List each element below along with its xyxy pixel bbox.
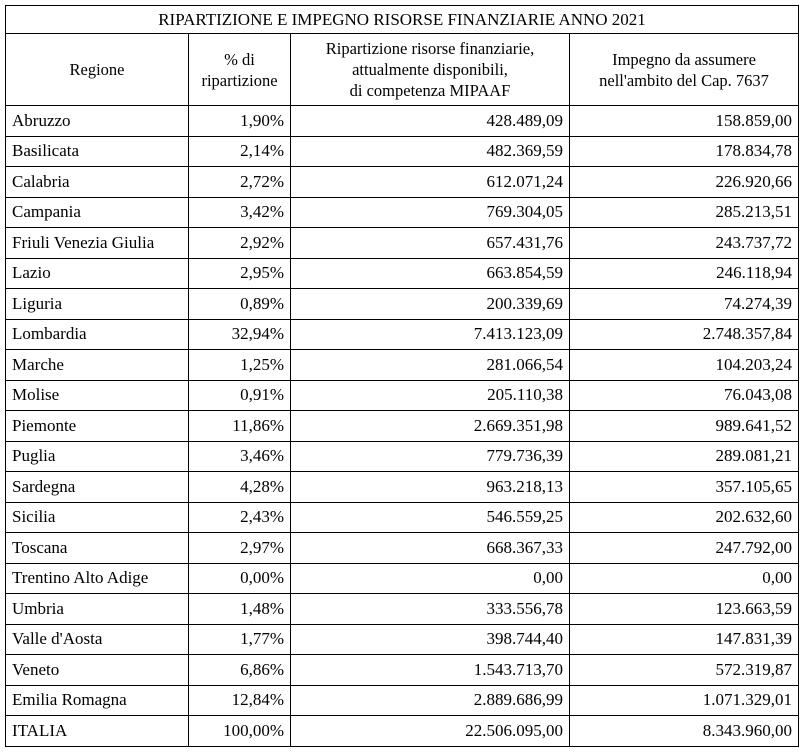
cell-ripartizione: 663.854,59 (291, 258, 570, 289)
table-row (6, 350, 799, 381)
table-title: RIPARTIZIONE E IMPEGNO RISORSE FINANZIARIE ANNO 2021 (6, 6, 799, 34)
cell-ripartizione: 333.556,78 (291, 594, 570, 625)
cell-percentuale: 12,84% (189, 685, 291, 716)
cell-impegno: 2.748.357,84 (570, 319, 799, 350)
table-row (6, 441, 799, 472)
header-ripartizione-line-1: Ripartizione risorse finanziarie, (325, 39, 535, 58)
table-row (6, 197, 799, 228)
cell-ripartizione: 2.669.351,98 (291, 411, 570, 442)
table-row (6, 228, 799, 259)
cell-percentuale: 1,90% (189, 106, 291, 137)
cell-percentuale: 100,00% (189, 716, 291, 747)
table-row (6, 472, 799, 503)
cell-ripartizione: 22.506.095,00 (291, 716, 570, 747)
cell-impegno: 178.834,78 (570, 136, 799, 167)
cell-impegno: 289.081,21 (570, 441, 799, 472)
cell-regione: Puglia (6, 441, 189, 472)
table-body (6, 106, 799, 747)
cell-impegno: 1.071.329,01 (570, 685, 799, 716)
cell-impegno: 246.118,94 (570, 258, 799, 289)
cell-ripartizione: 668.367,33 (291, 533, 570, 564)
header-regione (6, 34, 189, 106)
header-impegno-line-2: nell'ambito del Cap. 7637 (599, 70, 769, 90)
table-row (6, 594, 799, 625)
cell-regione: Campania (6, 197, 189, 228)
table-row (6, 655, 799, 686)
cell-regione: Liguria (6, 289, 189, 320)
cell-impegno: 572.319,87 (570, 655, 799, 686)
table-row (6, 411, 799, 442)
cell-ripartizione: 200.339,69 (291, 289, 570, 320)
cell-regione: Abruzzo (6, 106, 189, 137)
header-ripartizione-line-2: attualmente disponibili, (352, 60, 508, 79)
cell-impegno: 158.859,00 (570, 106, 799, 137)
header-percentuale-line-1: % di (224, 49, 255, 69)
cell-ripartizione: 963.218,13 (291, 472, 570, 503)
cell-impegno: 76.043,08 (570, 380, 799, 411)
cell-percentuale: 1,25% (189, 350, 291, 381)
cell-percentuale: 3,42% (189, 197, 291, 228)
cell-regione: ITALIA (6, 716, 189, 747)
table-row (6, 167, 799, 198)
cell-ripartizione: 428.489,09 (291, 106, 570, 137)
cell-regione: Marche (6, 350, 189, 381)
header-percentuale (189, 34, 291, 106)
table-row (6, 533, 799, 564)
cell-regione: Basilicata (6, 136, 189, 167)
header-impegno-line-1: Impegno da assumere (612, 49, 756, 69)
cell-percentuale: 1,48% (189, 594, 291, 625)
table-row (6, 258, 799, 289)
table-title-row (6, 6, 799, 34)
cell-impegno: 202.632,60 (570, 502, 799, 533)
cell-regione: Molise (6, 380, 189, 411)
cell-impegno: 147.831,39 (570, 624, 799, 655)
cell-ripartizione: 657.431,76 (291, 228, 570, 259)
cell-impegno: 247.792,00 (570, 533, 799, 564)
cell-percentuale: 0,89% (189, 289, 291, 320)
cell-impegno: 989.641,52 (570, 411, 799, 442)
cell-ripartizione: 205.110,38 (291, 380, 570, 411)
table-row (6, 502, 799, 533)
cell-percentuale: 3,46% (189, 441, 291, 472)
cell-impegno: 0,00 (570, 563, 799, 594)
cell-regione: Veneto (6, 655, 189, 686)
cell-regione: Sardegna (6, 472, 189, 503)
table-row (6, 563, 799, 594)
cell-percentuale: 2,92% (189, 228, 291, 259)
cell-impegno: 104.203,24 (570, 350, 799, 381)
cell-ripartizione: 7.413.123,09 (291, 319, 570, 350)
cell-percentuale: 2,95% (189, 258, 291, 289)
cell-regione: Lombardia (6, 319, 189, 350)
cell-percentuale: 2,72% (189, 167, 291, 198)
cell-impegno: 226.920,66 (570, 167, 799, 198)
table-row (6, 685, 799, 716)
cell-percentuale: 11,86% (189, 411, 291, 442)
table-row (6, 319, 799, 350)
cell-impegno: 123.663,59 (570, 594, 799, 625)
table-row (6, 106, 799, 137)
cell-percentuale: 2,97% (189, 533, 291, 564)
table-row (6, 289, 799, 320)
header-percentuale-line-2: ripartizione (201, 70, 278, 90)
cell-percentuale: 2,43% (189, 502, 291, 533)
cell-ripartizione: 2.889.686,99 (291, 685, 570, 716)
cell-regione: Toscana (6, 533, 189, 564)
cell-percentuale: 0,91% (189, 380, 291, 411)
cell-ripartizione: 1.543.713,70 (291, 655, 570, 686)
header-impegno (570, 34, 799, 106)
cell-ripartizione: 612.071,24 (291, 167, 570, 198)
cell-impegno: 357.105,65 (570, 472, 799, 503)
cell-regione: Calabria (6, 167, 189, 198)
cell-ripartizione: 769.304,05 (291, 197, 570, 228)
cell-impegno: 285.213,51 (570, 197, 799, 228)
header-regione-line: Regione (69, 60, 125, 79)
cell-regione: Umbria (6, 594, 189, 625)
cell-regione: Friuli Venezia Giulia (6, 228, 189, 259)
cell-regione: Sicilia (6, 502, 189, 533)
cell-regione: Valle d'Aosta (6, 624, 189, 655)
cell-regione: Emilia Romagna (6, 685, 189, 716)
cell-percentuale: 32,94% (189, 319, 291, 350)
cell-impegno: 8.343.960,00 (570, 716, 799, 747)
cell-ripartizione: 398.744,40 (291, 624, 570, 655)
cell-percentuale: 4,28% (189, 472, 291, 503)
cell-regione: Piemonte (6, 411, 189, 442)
table-row (6, 380, 799, 411)
table-row (6, 624, 799, 655)
table-header-row (6, 34, 799, 106)
header-ripartizione-line-3: di competenza MIPAAF (349, 81, 511, 100)
cell-percentuale: 1,77% (189, 624, 291, 655)
table-row (6, 136, 799, 167)
cell-ripartizione: 779.736,39 (291, 441, 570, 472)
cell-percentuale: 0,00% (189, 563, 291, 594)
table-row (6, 716, 799, 747)
cell-ripartizione: 281.066,54 (291, 350, 570, 381)
cell-ripartizione: 546.559,25 (291, 502, 570, 533)
cell-impegno: 243.737,72 (570, 228, 799, 259)
cell-regione: Lazio (6, 258, 189, 289)
cell-ripartizione: 0,00 (291, 563, 570, 594)
cell-percentuale: 6,86% (189, 655, 291, 686)
header-ripartizione (291, 34, 570, 106)
cell-impegno: 74.274,39 (570, 289, 799, 320)
cell-regione: Trentino Alto Adige (6, 563, 189, 594)
cell-ripartizione: 482.369,59 (291, 136, 570, 167)
cell-percentuale: 2,14% (189, 136, 291, 167)
ripartizione-table (5, 5, 799, 747)
